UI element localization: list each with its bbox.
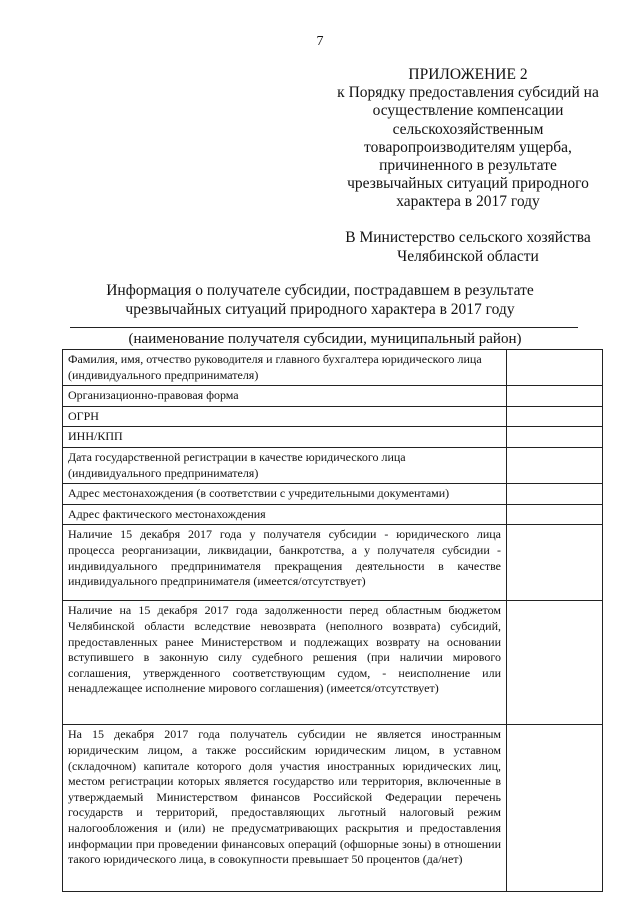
appendix-header: [318, 66, 618, 212]
page-number: 7: [316, 34, 324, 49]
row-label: Организационно-правовая форма: [63, 386, 507, 407]
row-label: На 15 декабря 2017 года получатель субсидии не является иностранным юридическим лицом, а также российским юридическим лицом, в уставном (складочном) капитале которого доля участия иностранных юридических лиц, местом регистрации которых является государство или территория, включенные в утверждаемый Министерством финансов Российской Федерации перечень государств и территорий, предоставляющих льготный налоговый режим налогообложения и (или) не предусматривающих раскрытия и предоставления информации при проведении финансовых операций (офшорные зоны) в отношении такого юридического лица, в совокупности превышает 50 процентов (да/нет): [63, 725, 507, 892]
row-value-cell[interactable]: [507, 601, 603, 725]
addressee: [318, 229, 618, 266]
row-label: Наличие на 15 декабря 2017 года задолженности перед областным бюджетом Челябинской области вследствие невозврата (неполного возврата) субсидий, предоставленных ранее Министерством и подлежащих возврату на основании вступившего в законную силу судебного решения (при наличии мирового соглашения, утвержденного соответствующим судом, - неисполнение или ненадлежащее исполнение мирового соглашения) (имеется/отсутствует): [63, 601, 507, 725]
appendix-line: к Порядку предоставления субсидий на: [337, 84, 599, 102]
row-value-cell[interactable]: [507, 504, 603, 525]
appendix-line: характера в 2017 году: [396, 193, 540, 211]
document-title-line: чрезвычайных ситуаций природного характера в 2017 году: [125, 301, 515, 318]
row-label: Адрес местонахождения (в соответствии с учредительными документами): [63, 484, 507, 505]
row-label: Дата государственной регистрации в качестве юридического лица (индивидуального предпринимателя): [63, 447, 507, 483]
info-table: [62, 349, 603, 892]
appendix-line: сельскохозяйственным: [392, 120, 544, 138]
table-row: [63, 725, 603, 892]
row-label: Адрес фактического местонахождения: [63, 504, 507, 525]
table-row: [63, 504, 603, 525]
row-value-cell[interactable]: [507, 406, 603, 427]
row-label: Наличие 15 декабря 2017 года у получателя субсидии - юридического лица процесса реорганизации, ликвидации, банкротства, а у получателя субсидии - индивидуального предпринимателя прекращения деятельности в качестве индивидуального предпринимателя (имеется/отсутствует): [63, 525, 507, 601]
table-row: [63, 447, 603, 483]
row-value-cell[interactable]: [507, 427, 603, 448]
name-caption: (наименование получателя субсидии, муниципальный район): [128, 331, 522, 347]
appendix-title: ПРИЛОЖЕНИЕ 2: [408, 66, 528, 83]
appendix-line: причиненного в результате: [379, 157, 557, 175]
table-row: [63, 386, 603, 407]
table-row: [63, 427, 603, 448]
row-value-cell[interactable]: [507, 447, 603, 483]
row-label: ИНН/КПП: [63, 427, 507, 448]
table-row: [63, 525, 603, 601]
document-title-line: Информация о получателе субсидии, пострадавшем в результате: [106, 282, 534, 299]
row-value-cell[interactable]: [507, 725, 603, 892]
row-label: Фамилия, имя, отчество руководителя и главного бухгалтера юридического лица (индивидуального предпринимателя): [63, 350, 507, 386]
row-value-cell[interactable]: [507, 386, 603, 407]
row-value-cell[interactable]: [507, 484, 603, 505]
addressee-line: В Министерство сельского хозяйства: [345, 229, 591, 246]
appendix-line: чрезвычайных ситуаций природного: [347, 175, 589, 193]
appendix-line: осуществление компенсации: [372, 102, 564, 120]
table-row: [63, 484, 603, 505]
table-row: [63, 601, 603, 725]
table-row: [63, 350, 603, 386]
document-title: [60, 281, 580, 319]
table-row: [63, 406, 603, 427]
row-value-cell[interactable]: [507, 525, 603, 601]
appendix-line: товаропроизводителям ущерба,: [364, 138, 572, 156]
row-label: ОГРН: [63, 406, 507, 427]
row-value-cell[interactable]: [507, 350, 603, 386]
addressee-line: Челябинской области: [397, 247, 539, 265]
name-fill-line: [70, 327, 578, 328]
